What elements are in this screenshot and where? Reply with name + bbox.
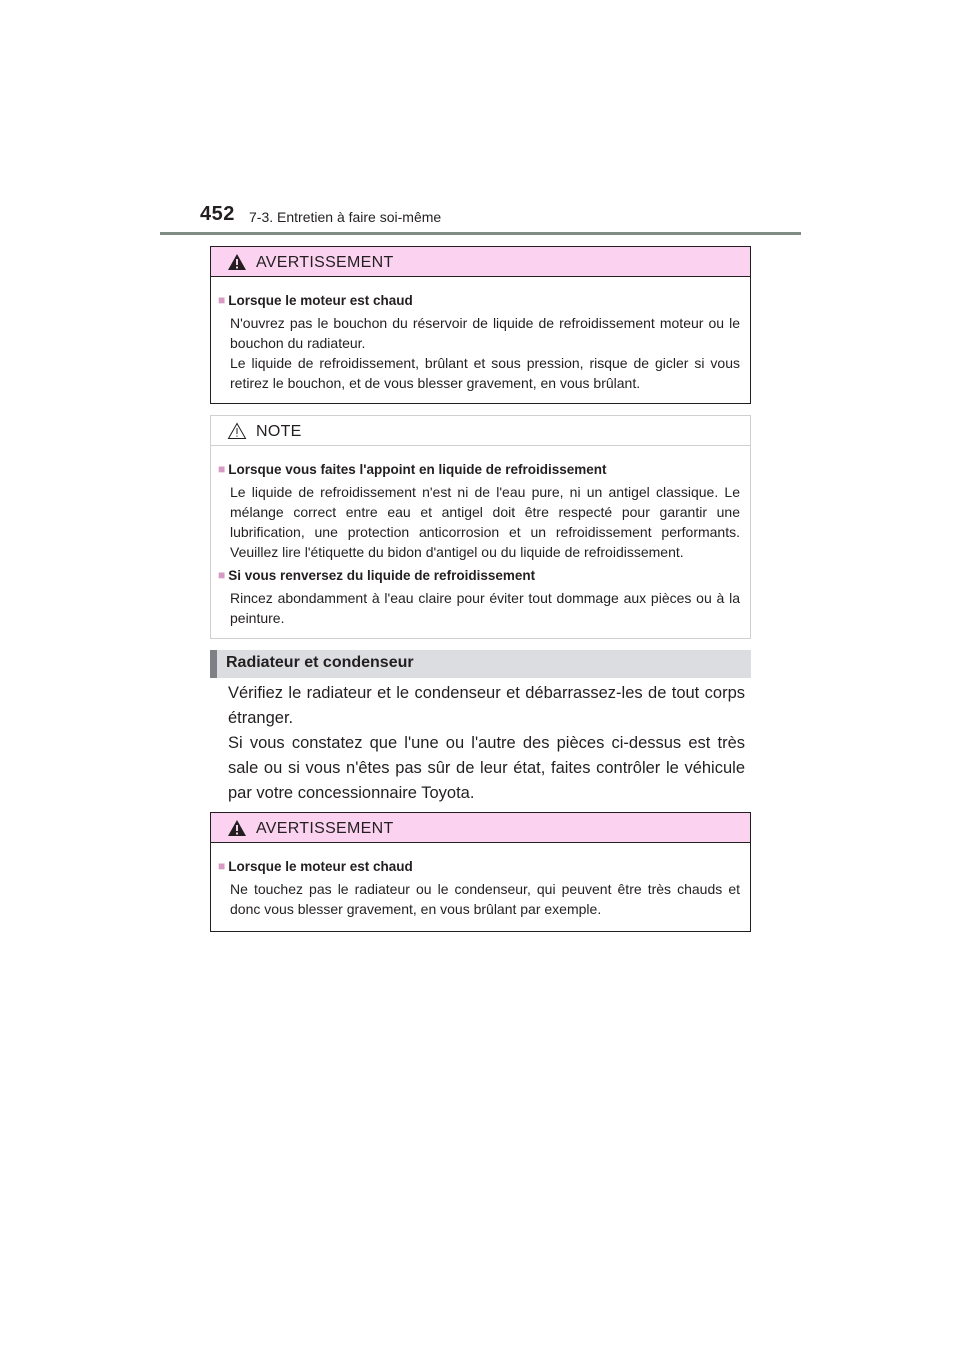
- page-number: 452: [200, 203, 235, 225]
- warning-item-text: Le liquide de refroidissement, brûlant et sous pression, risque de gicler si vous retirez le bouchon, et de vous blesser gravement, en vous brûlant.: [230, 355, 740, 391]
- warning-box-header: [211, 813, 750, 843]
- warning-triangle-icon: [227, 819, 247, 837]
- warning-box-body: [211, 277, 750, 403]
- warning-item-heading: ■ Lorsque le moteur est chaud: [218, 859, 413, 874]
- note-box-header: [211, 416, 750, 446]
- bullet-square-icon: ■: [218, 859, 226, 873]
- warning-triangle-icon: [227, 253, 247, 271]
- section-title: 7-3. Entretien à faire soi-même: [249, 209, 442, 225]
- warning-box-1: [210, 246, 751, 404]
- note-item-heading: ■ Lorsque vous faites l'appoint en liquide de refroidissement: [218, 462, 607, 477]
- bullet-square-icon: ■: [218, 293, 226, 307]
- note-item-text: Rincez abondamment à l'eau claire pour éviter tout dommage aux pièces ou à la peinture.: [230, 590, 740, 626]
- warning-item-heading: ■ Lorsque le moteur est chaud: [218, 293, 413, 308]
- subsection-title: Radiateur et condenseur: [226, 654, 414, 671]
- warning-item-text: N'ouvrez pas le bouchon du réservoir de liquide de refroidissement moteur ou le bouchon du radiateur.: [230, 315, 740, 351]
- note-item-heading: ■ Si vous renversez du liquide de refroidissement: [218, 568, 536, 583]
- subsection-heading: [210, 650, 751, 678]
- warning-box-2: [210, 812, 751, 932]
- note-box-body: [211, 446, 750, 638]
- warning-box-body: [211, 843, 750, 929]
- bullet-square-icon: ■: [218, 462, 226, 476]
- header-rule: [160, 232, 801, 235]
- warning-item-text: Ne touchez pas le radiateur ou le condenseur, qui peuvent être très chauds et donc vous blesser gravement, en vous brûlant par exemple.: [230, 881, 740, 917]
- warning-title: AVERTISSEMENT: [256, 254, 394, 271]
- bullet-square-icon: ■: [218, 568, 226, 582]
- warning-title: AVERTISSEMENT: [256, 820, 394, 837]
- page-header: [0, 0, 960, 240]
- note-item-text: Le liquide de refroidissement n'est ni de l'eau pure, ni un antigel classique. Le mélange correct entre eau et antigel doit être respecté pour garantir une lubrification, une protection anticorrosion et un refroidissement performants. Veuillez lire l'étiquette du bidon d'antigel ou du liquide de refroidissement.: [230, 484, 740, 560]
- note-box: [210, 415, 751, 639]
- body-paragraph: Si vous constatez que l'une ou l'autre des pièces ci-dessus est très sale ou si vous n'êtes pas sûr de leur état, faites contrôler le véhicule par votre concessionnaire Toyota.: [228, 734, 745, 802]
- caution-triangle-icon: [227, 422, 247, 440]
- note-title: NOTE: [256, 423, 302, 440]
- body-paragraph: Vérifiez le radiateur et le condenseur et débarrassez-les de tout corps étranger.: [228, 684, 745, 727]
- warning-box-header: [211, 247, 750, 277]
